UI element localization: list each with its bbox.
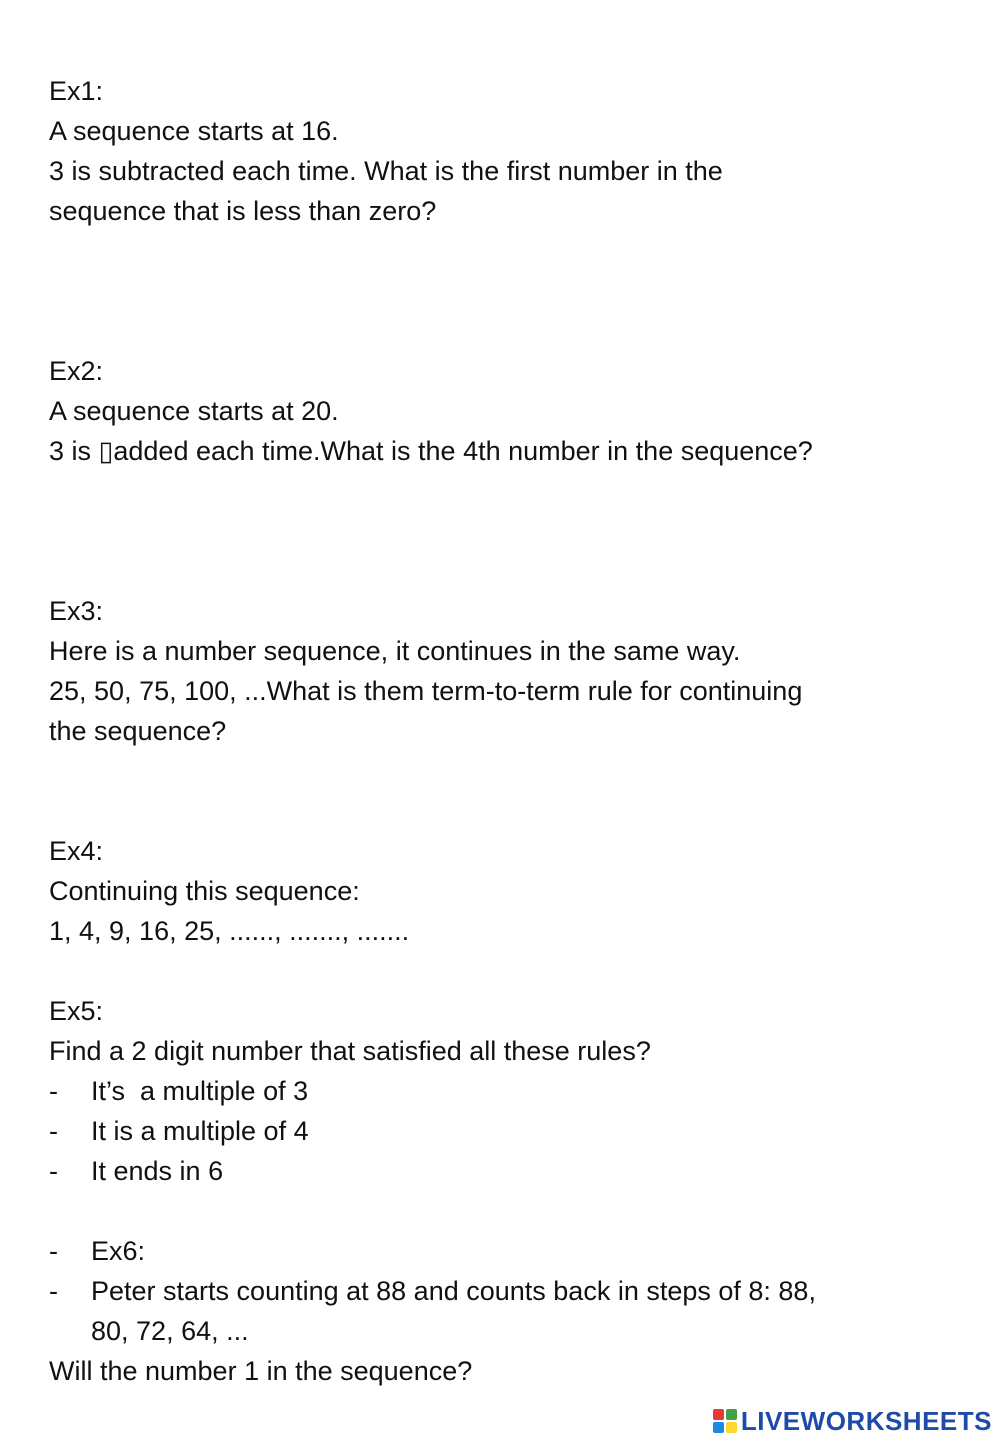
ex3-heading: Ex3: [49, 596, 104, 626]
ex5-line1: Find a 2 digit number that satisfied all these rules? [49, 1036, 651, 1066]
ex5-bullet-marker: - [49, 1076, 58, 1106]
ex3-line3: the sequence? [49, 716, 227, 746]
ex6-line1: Peter starts counting at 88 and counts back in steps of 8: 88, [91, 1276, 816, 1306]
ex6-line3: Will the number 1 in the sequence? [49, 1356, 473, 1386]
ex1-line3: sequence that is less than zero? [49, 196, 437, 226]
ex5-bullet-3: It ends in 6 [91, 1156, 224, 1186]
liveworksheets-logo-icon [713, 1409, 737, 1433]
ex6-heading: Ex6: [91, 1236, 146, 1266]
ex4-line1: Continuing this sequence: [49, 876, 360, 906]
ex1-heading: Ex1: [49, 76, 104, 106]
ex6-bullet-marker: - [49, 1236, 58, 1266]
ex2-line2: 3 is ▯added each time.What is the 4th number in the sequence? [49, 436, 813, 466]
ex2-line1: A sequence starts at 20. [49, 396, 339, 426]
ex5-bullet-2: It is a multiple of 4 [91, 1116, 309, 1146]
ex2-heading: Ex2: [49, 356, 104, 386]
ex6-line2: 80, 72, 64, ... [91, 1316, 249, 1346]
ex5-bullet-marker: - [49, 1116, 58, 1146]
ex1-line2: 3 is subtracted each time. What is the first number in the [49, 156, 723, 186]
ex1-line1: A sequence starts at 16. [49, 116, 339, 146]
ex5-heading: Ex5: [49, 996, 104, 1026]
ex5-bullet-marker: - [49, 1156, 58, 1186]
ex3-line1: Here is a number sequence, it continues in the same way. [49, 636, 741, 666]
ex3-line2: 25, 50, 75, 100, ...What is them term-to-term rule for continuing [49, 676, 803, 706]
watermark-text: LIVEWORKSHEETS [740, 1405, 992, 1436]
ex4-line2: 1, 4, 9, 16, 25, ......, ......., ....... [49, 916, 410, 946]
ex5-bullet-1: It’s a multiple of 3 [91, 1076, 309, 1106]
ex4-heading: Ex4: [49, 836, 104, 866]
liveworksheets-watermark [713, 1405, 992, 1437]
ex6-bullet-marker: - [49, 1276, 58, 1306]
